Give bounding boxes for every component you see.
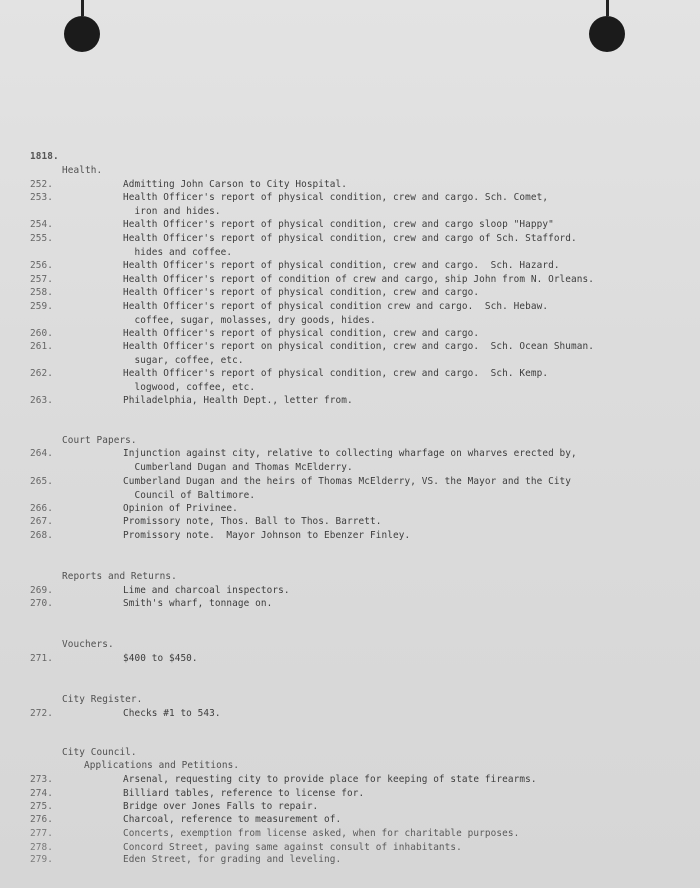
punch-hole-right <box>589 16 625 52</box>
subsection-applications-petitions: Applications and Petitions. <box>84 760 240 771</box>
entry-text: Health Officer's report of physical condition, crew and cargo. <box>123 328 480 339</box>
entry-text: Admitting John Carson to City Hospital. <box>123 179 348 190</box>
entry-number: 260. <box>30 328 53 339</box>
entry-text: Checks #1 to 543. <box>123 708 221 719</box>
entry-number: 278. <box>30 842 53 853</box>
section-city-council: City Council. <box>62 747 137 758</box>
punch-hole-left <box>64 16 100 52</box>
entry-number: 272. <box>30 708 53 719</box>
entry-text: Health Officer's report of physical condition, crew and cargo sloop "Happy" <box>123 219 554 230</box>
entry-number: 254. <box>30 219 53 230</box>
entry-text: Bridge over Jones Falls to repair. <box>123 801 319 812</box>
entry-number: 273. <box>30 774 53 785</box>
section-court-papers: Court Papers. <box>62 435 137 446</box>
entry-number: 268. <box>30 530 53 541</box>
entry-number: 266. <box>30 503 53 514</box>
entry-number: 275. <box>30 801 53 812</box>
entry-text: Promissory note. Mayor Johnson to Ebenzer Finley. <box>123 530 411 541</box>
entry-text: Eden Street, for grading and leveling. <box>123 854 342 865</box>
entry-text: Promissory note, Thos. Ball to Thos. Barrett. <box>123 516 382 527</box>
entry-number: 277. <box>30 828 53 839</box>
entry-number: 253. <box>30 192 53 203</box>
entry-number: 276. <box>30 814 53 825</box>
entry-text: Health Officer's report of physical condition, crew and cargo. Sch. Hazard. <box>123 260 560 271</box>
entry-number: 257. <box>30 274 53 285</box>
entry-number: 269. <box>30 585 53 596</box>
entry-number: 256. <box>30 260 53 271</box>
entry-number: 264. <box>30 448 53 459</box>
entry-text: Health Officer's report on physical condition, crew and cargo. Sch. Ocean Shuman. sugar, coffee, etc. <box>123 341 595 366</box>
entry-number: 271. <box>30 653 53 664</box>
entry-text: Philadelphia, Health Dept., letter from. <box>123 395 353 406</box>
entry-text: Concord Street, paving same against consult of inhabitants. <box>123 842 462 853</box>
entry-text: Injunction against city, relative to collecting wharfage on wharves erected by, Cumberland Dugan and Thomas McElderry. <box>123 448 577 473</box>
entry-number: 267. <box>30 516 53 527</box>
entry-text: Health Officer's report of physical condition, crew and cargo. Sch. Comet, iron and hides. <box>123 192 549 217</box>
binder-clip-left <box>81 0 84 16</box>
entry-number: 265. <box>30 476 53 487</box>
section-vouchers: Vouchers. <box>62 639 114 650</box>
entry-text: Health Officer's report of condition of crew and cargo, ship John from N. Orleans. <box>123 274 595 285</box>
entry-text: Cumberland Dugan and the heirs of Thomas McElderry, VS. the Mayor and the City Council of Baltimore. <box>123 476 572 501</box>
binder-clip-right <box>606 0 609 16</box>
entry-number: 274. <box>30 788 53 799</box>
entry-number: 263. <box>30 395 53 406</box>
entry-number: 252. <box>30 179 53 190</box>
entry-text: Opinion of Privinee. <box>123 503 238 514</box>
entry-number: 259. <box>30 301 53 312</box>
entry-text: Health Officer's report of physical condition crew and cargo. Sch. Hebaw. coffee, sugar, molasses, dry goods, hides. <box>123 301 549 326</box>
entry-text: Lime and charcoal inspectors. <box>123 585 290 596</box>
section-reports-returns: Reports and Returns. <box>62 571 177 582</box>
entry-text: Billiard tables, reference to license for. <box>123 788 365 799</box>
entry-number: 279. <box>30 854 53 865</box>
section-health: Health. <box>62 165 103 176</box>
section-city-register: City Register. <box>62 694 143 705</box>
entry-number: 258. <box>30 287 53 298</box>
entry-text: Charcoal, reference to measurement of. <box>123 814 342 825</box>
entry-text: Health Officer's report of physical condition, crew and cargo. <box>123 287 480 298</box>
entry-text: $400 to $450. <box>123 653 198 664</box>
entry-number: 255. <box>30 233 53 244</box>
entry-text: Health Officer's report of physical condition, crew and cargo of Sch. Stafford. hides and coffee. <box>123 233 577 258</box>
year-heading: 1818. <box>30 151 59 162</box>
entry-text: Health Officer's report of physical condition, crew and cargo. Sch. Kemp. logwood, coffee, etc. <box>123 368 549 393</box>
entry-text: Arsenal, requesting city to provide place for keeping of state firearms. <box>123 774 537 785</box>
entry-text: Smith's wharf, tonnage on. <box>123 598 273 609</box>
entry-number: 261. <box>30 341 53 352</box>
entry-number: 262. <box>30 368 53 379</box>
entry-number: 270. <box>30 598 53 609</box>
entry-text: Concerts, exemption from license asked, when for charitable purposes. <box>123 828 520 839</box>
